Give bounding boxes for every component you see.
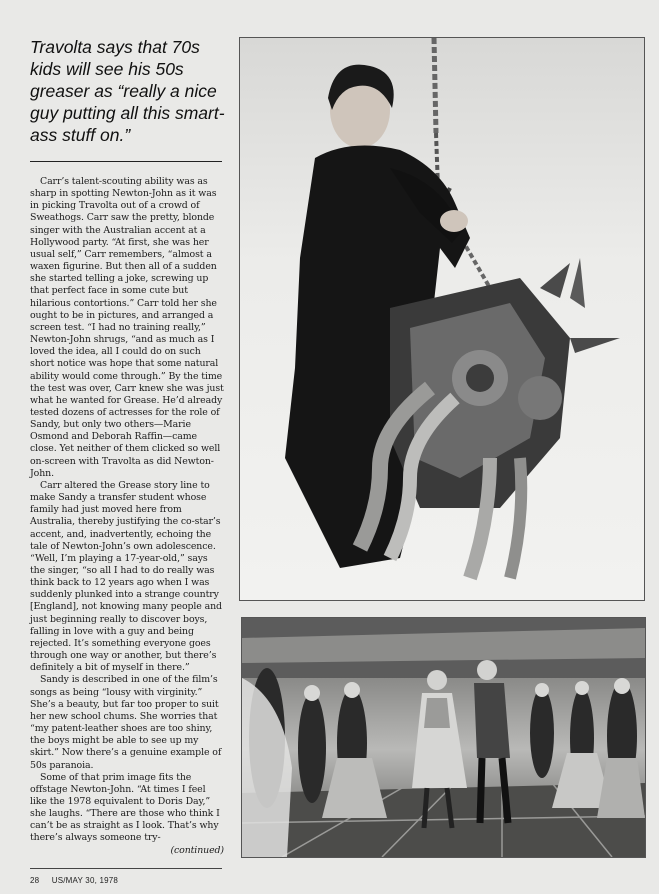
- pull-quote-rule: [30, 161, 222, 162]
- article-paragraph-1: Carr’s talent-scouting ability was as sharp in spotting Newton-John as it was in picking Travolta out of a crowd of Sweathogs. Carr saw the pretty, blonde singer with the Australian accent at a Hollywood party. “At first, she was her usual self,” Carr remembers, “almost a waxen figurine. But then all of a sudden she started telling a joke, screwing up that perfect face in some cute but hilarious contortions.” Carr told her she ought to be in pictures, and arranged a screen test. “I had no training really,” Newton-John shrugs, “and as much as I loved the idea, all I could do on such short notice was hope that some natural ability would come through.” By the time the test was over, Carr knew she was just what he wanted for Grease. He’d already tested dozens of actresses for the role of Sandy, but only two others—Marie Osmond and Deborah Raffin—came close. Yet neither of them clicked so well on-screen with Travolta as did Newton-John.: [30, 176, 224, 479]
- pull-quote: Travolta says that 70s kids will see his 50s greaser as “really a nice guy putting all this smart-ass stuff on.”: [30, 37, 225, 145]
- article-paragraph-2: Carr altered the Grease story line to make Sandy a transfer student whose family had just moved here from Australia, thereby justifying the co-star’s accent, and, inadvertently, echoing the tale of Newton-John’s own adolescence. “Well, I’m playing a 17-year-old,” says the singer, “so all I had to do really was think back to 12 years ago when I was suddenly plunked into a strange country [England], not knowing many people and just beginning really to discover boys, falling in love with a guy and being rejected. It’s something everyone goes through one way or another, but there’s definitely a bit of myself in there.”: [30, 479, 222, 674]
- engine-hoist-photo: [239, 37, 645, 601]
- article-paragraph-4: Some of that prim image fits the offstage Newton-John. “At times I feel like the 1978 equivalent to Doris Day,” she laughs. “There are those who think I can’t be as straight as I look. That’s why there’s always someone try-: [30, 771, 220, 844]
- page-footer: [30, 876, 128, 885]
- dance-scene-photo: [241, 617, 646, 858]
- continued-label: (continued): [170, 844, 224, 856]
- footer-rule: [30, 868, 222, 869]
- article-body: [30, 176, 224, 857]
- engine-hoist-photo-illustration: [240, 38, 644, 600]
- article-paragraph-3: Sandy is described in one of the film’s songs as being “lousy with virginity.” She’s a beauty, but far too proper to suit her new school chums. She worries that “my patent-leather shoes are too shiny, the boys might be able to see up my skirt.” Now there’s a genuine example of 50s paranoia.: [30, 674, 222, 771]
- issue-date: US/MAY 30, 1978: [51, 876, 119, 885]
- dance-scene-photo-illustration: [242, 618, 645, 857]
- page-number: 28: [30, 876, 40, 885]
